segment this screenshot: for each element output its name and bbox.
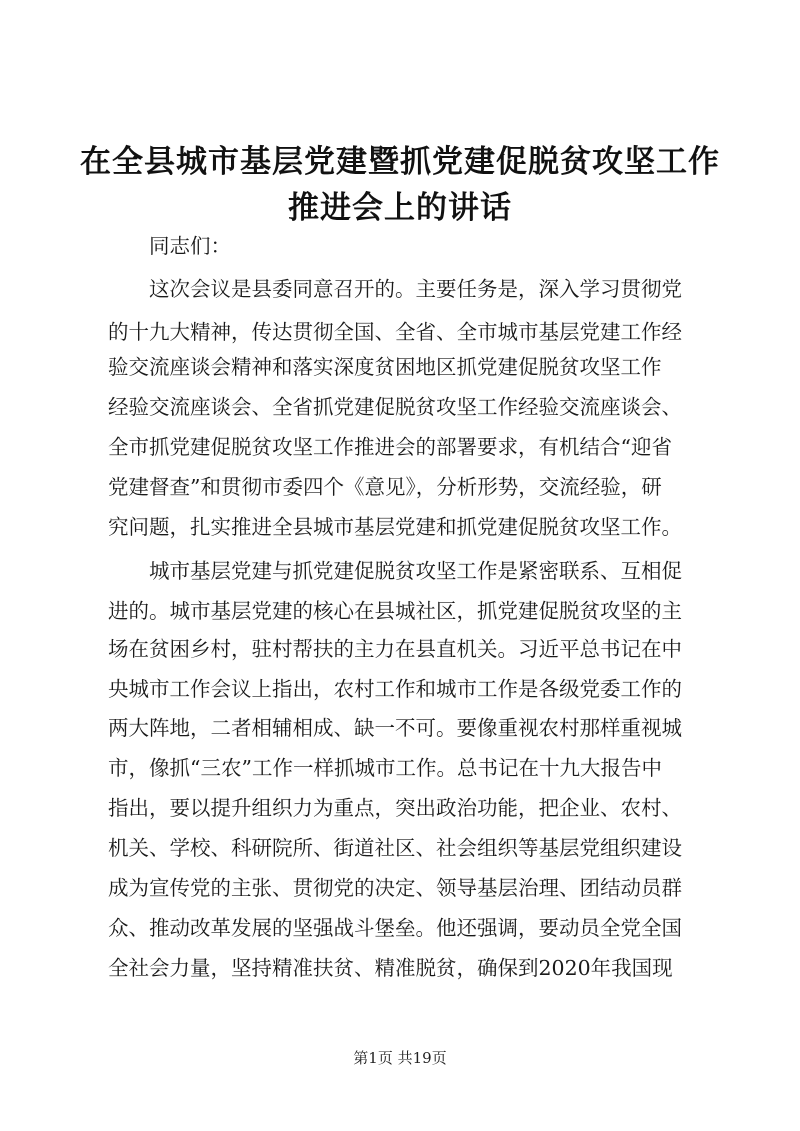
paragraph-2-line: 场在贫困乡村，驻村帮扶的主力在县直机关。习近平总书记在中 — [108, 637, 682, 661]
document-title-line-1: 在全县城市基层党建暨抓党建促脱贫攻坚工作 — [80, 144, 720, 180]
salutation: 同志们： — [149, 234, 231, 258]
document-title-line-2: 推进会上的讲话 — [288, 190, 512, 226]
paragraph-2-line: 两大阵地，二者相辅相成、缺一不可。要像重视农村那样重视城 — [108, 716, 682, 740]
paragraph-2-line: 市，像抓“三农”工作一样抓城市工作。总书记在十九大报告中 — [108, 756, 662, 780]
paragraph-2-line: 央城市工作会议上指出，农村工作和城市工作是各级党委工作的 — [108, 677, 682, 701]
paragraph-2-line: 指出，要以提升组织力为重点，突出政治功能，把企业、农村、 — [108, 796, 682, 820]
paragraph-2-line: 全社会力量，坚持精准扶贫、精准脱贫，确保到2020年我国现 — [108, 956, 673, 980]
paragraph-2-line: 进的。城市基层党建的核心在县城社区，抓党建促脱贫攻坚的主 — [108, 599, 682, 623]
paragraph-1-line: 全市抓党建促脱贫攻坚工作推进会的部署要求，有机结合“迎省 — [108, 435, 672, 459]
paragraph-2-line: 成为宣传党的主张、贯彻党的决定、领导基层治理、团结动员群 — [108, 876, 682, 900]
paragraph-1-line: 验交流座谈会精神和落实深度贫困地区抓党建促脱贫攻坚工作 — [108, 355, 662, 379]
paragraph-1-line: 党建督查”和贯彻市委四个《意见》，分析形势，交流经验，研 — [108, 475, 662, 499]
page-number-footer: 第1页 共19页 — [353, 1049, 447, 1067]
paragraph-1-line: 的十九大精神，传达贯彻全国、全省、全市城市基层党建工作经 — [108, 320, 682, 344]
paragraph-1-line: 经验交流座谈会、全省抓党建促脱贫攻坚工作经验交流座谈会、 — [108, 395, 682, 419]
paragraph-1-line: 究问题，扎实推进全县城市基层党建和抓党建促脱贫攻坚工作。 — [108, 515, 682, 539]
paragraph-1-line: 这次会议是县委同意召开的。主要任务是，深入学习贯彻党 — [149, 277, 682, 301]
paragraph-2-line: 众、推动改革发展的坚强战斗堡垒。他还强调，要动员全党全国 — [108, 916, 682, 940]
paragraph-2-line: 城市基层党建与抓党建促脱贫攻坚工作是紧密联系、互相促 — [149, 559, 682, 583]
paragraph-2-line: 机关、学校、科研院所、街道社区、社会组织等基层党组织建设 — [108, 836, 682, 860]
